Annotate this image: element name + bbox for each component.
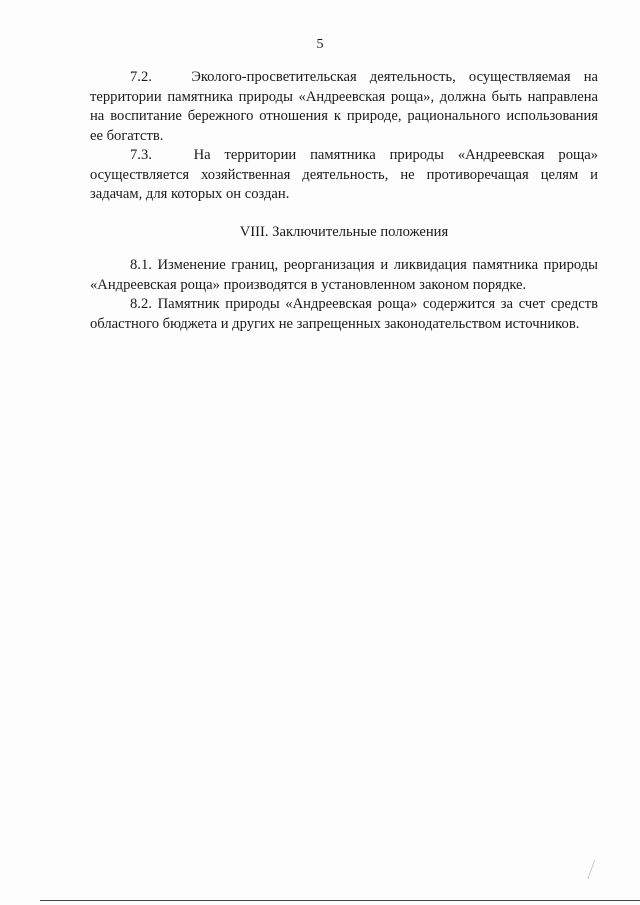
document-body (90, 68, 598, 334)
paragraph-7-3: 7.3. На территории памятника природы «Андреевская роща» осуществляется хозяйственная деятельность, не противоречащая целям и задачам, для которых он создан. (90, 147, 598, 202)
scan-edge-line (40, 900, 640, 901)
paragraph-8-2: 8.2. Памятник природы «Андреевская роща» содержится за счет средств областного бюджета и других не запрещенных законодательством источников. (90, 296, 598, 332)
paragraph-7-2: 7.2. Эколого-просветительская деятельность, осуществляемая на территории памятника природы «Андреевская роща», должна быть направлена на воспитание бережного отношения к природе, рационального использования ее богатств. (90, 69, 598, 144)
section-heading: VIII. Заключительные положения (239, 223, 449, 240)
pen-mark (578, 857, 595, 880)
paragraph-8-1: 8.1. Изменение границ, реорганизация и ликвидация памятника природы «Андреевская роща» производятся в установленном законом порядке. (90, 257, 598, 293)
page-number: 5 (316, 37, 324, 52)
